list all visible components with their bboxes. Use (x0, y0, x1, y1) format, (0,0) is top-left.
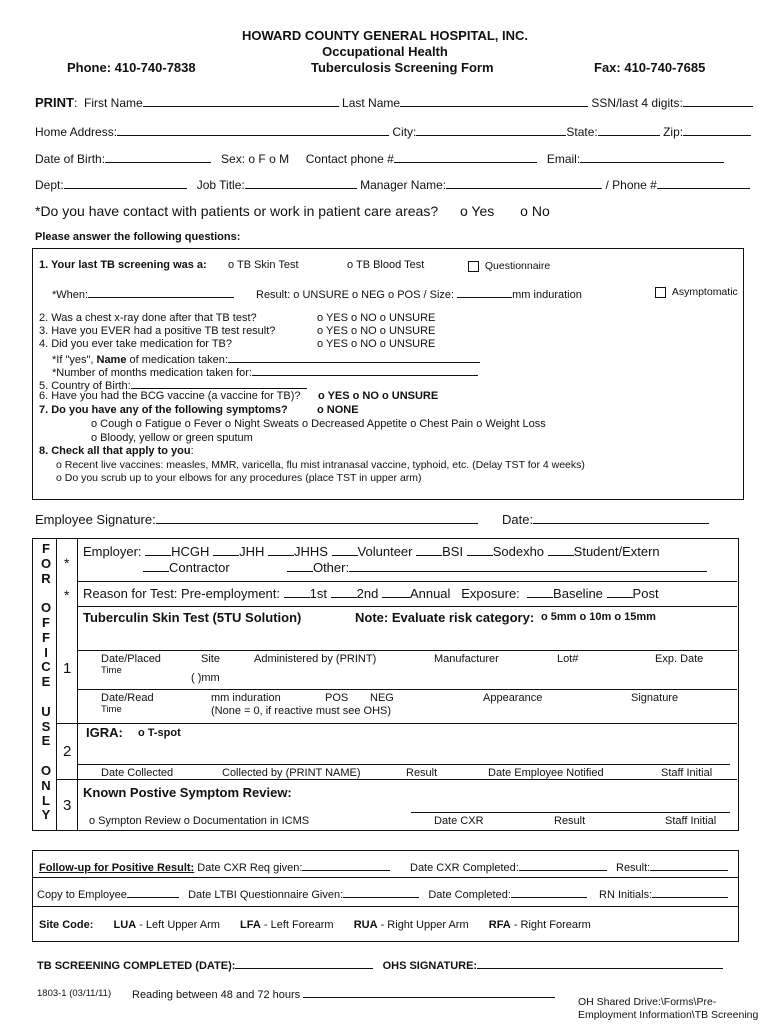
employer-sodexho: Sodexho (492, 544, 545, 559)
q1-when (52, 286, 234, 301)
employer-hcgh: HCGH (171, 544, 210, 559)
q3-options[interactable]: o YES o NO o UNSURE (317, 325, 436, 337)
asymptomatic-checkbox[interactable] (655, 287, 666, 298)
bsi-blank[interactable] (416, 544, 442, 556)
igra-col-date: Date Collected (101, 767, 174, 779)
employer-jhh: JHH (239, 544, 265, 559)
q7-text: 7. Do you have any of the following symptoms? (39, 404, 288, 416)
rn-initials-label: RN Initials: (599, 889, 653, 901)
ohs-signature-label: OHS SIGNATURE: (382, 960, 478, 972)
known-symptom-title: Known Postive Symptom Review: (83, 785, 292, 800)
q4-if-yes: *If "yes", (52, 354, 94, 366)
employee-signature-field[interactable] (156, 512, 478, 524)
file-path-2: Employment Information\TB Screening (578, 1009, 759, 1021)
q1-blood-test[interactable]: o TB Blood Test (347, 259, 425, 271)
office-line-reason (78, 606, 737, 607)
city-field[interactable] (416, 124, 566, 136)
zip-field[interactable] (683, 124, 751, 136)
vertical-letter: F (42, 541, 50, 556)
q6-options[interactable]: o YES o NO o UNSURE (318, 390, 439, 402)
igra-tspot[interactable]: o T-spot (138, 727, 181, 739)
section-number-1: 1 (63, 660, 72, 677)
state-label: State: (566, 125, 598, 139)
dob-row (35, 151, 724, 166)
known-col-initial: Staff Initial (665, 815, 717, 827)
vertical-letter: S (41, 718, 51, 734)
questionnaire-label: Questionnaire (484, 260, 551, 272)
exposure-post: Post (632, 586, 659, 601)
q8-colon: : (190, 445, 194, 457)
site-code-row (39, 919, 591, 931)
followup-label: Follow-up for Positive Result: (39, 862, 195, 874)
medication-name-field[interactable] (228, 351, 480, 363)
q1-result (256, 286, 582, 301)
reason-annual-blank[interactable] (382, 586, 410, 598)
employer-volunteer: Volunteer (357, 544, 413, 559)
phone-number: Phone: 410-740-7838 (67, 60, 196, 75)
address-row (35, 124, 751, 139)
ltbi-given-label: Date LTBI Questionnaire Given: (188, 889, 344, 901)
q7-none[interactable]: o NONE (317, 404, 359, 416)
followup-line-1 (33, 877, 738, 878)
first-name-label: First Name (84, 96, 143, 110)
known-symptom-options[interactable]: o Sympton Review o Documentation in ICMS (89, 815, 310, 827)
ohs-signature-field[interactable] (477, 957, 723, 969)
col-pos[interactable]: POS (325, 692, 349, 704)
reason-star: * (64, 587, 70, 603)
site-rua-text: - Right Upper Arm (377, 919, 469, 931)
patient-contact-no[interactable]: o No (520, 203, 550, 219)
reading-label: Reading between 48 and 72 hours (132, 989, 301, 1001)
email-field[interactable] (580, 151, 724, 163)
first-name-field[interactable] (143, 95, 339, 107)
hospital-name: HOWARD COUNTY GENERAL HOSPITAL, INC. (241, 28, 528, 43)
country-of-birth-field[interactable] (131, 377, 307, 389)
pos-size-field[interactable] (457, 286, 512, 298)
q4-options[interactable]: o YES o NO o UNSURE (317, 338, 436, 350)
employee-signature-label: Employee Signature: (35, 512, 156, 527)
tst-row-2-line (78, 689, 737, 690)
igra-col-initial: Staff Initial (661, 767, 713, 779)
dept-row (35, 177, 750, 192)
igra-col-notified: Date Employee Notified (488, 767, 604, 779)
reason-2nd: 2nd (356, 586, 379, 601)
city-label: City: (392, 125, 417, 139)
signature-date (502, 512, 709, 527)
vertical-letter: R (41, 570, 51, 586)
cxr-req-label: Date CXR Req given: (197, 862, 303, 874)
reason-annual: Annual (409, 586, 451, 601)
patient-contact-yes[interactable]: o Yes (460, 203, 495, 219)
manager-label: Manager Name: (360, 178, 447, 192)
q4-text: 4. Did you ever take medication for TB? (39, 338, 233, 350)
jhh-blank[interactable] (213, 544, 239, 556)
q8-live-vaccines[interactable]: o Recent live vaccines: measles, MMR, varicella, flu mist intranasal vaccine, typhoid, etc. (Delay TST for 4 weeks) (56, 459, 585, 471)
vertical-letter: L (42, 792, 50, 808)
col-exp-date: Exp. Date (655, 653, 704, 665)
q7-symptoms-2[interactable]: o Bloody, yellow or green sputum (91, 432, 253, 444)
site-code-label: Site Code: (39, 919, 94, 931)
sex-options[interactable]: Sex: o F o M (221, 152, 290, 166)
induration-label: mm induration (512, 289, 582, 301)
igra-row-line (78, 764, 730, 765)
office-line-tst (57, 723, 737, 724)
department-title: Occupational Health (322, 44, 448, 59)
known-col-result: Result (554, 815, 586, 827)
employer-student: Student/Extern (573, 544, 660, 559)
followup-row-1 (39, 859, 390, 874)
col-date-read: Date/Read (101, 692, 154, 704)
form-title: Tuberculosis Screening Form (311, 60, 494, 75)
rn-initials-field[interactable] (652, 886, 728, 898)
copy-employee-label: Copy to Employee (37, 889, 127, 901)
q8-scrub[interactable]: o Do you scrub up to your elbows for any procedures (place TST in upper arm) (56, 472, 422, 484)
ltbi-given-field[interactable] (343, 886, 419, 898)
col-appearance: Appearance (483, 692, 543, 704)
vertical-letter: O (40, 600, 52, 616)
jhhs-blank[interactable] (268, 544, 294, 556)
contact-phone-field[interactable] (394, 151, 537, 163)
cxr-completed-field[interactable] (519, 859, 607, 871)
manager-phone-field[interactable] (657, 177, 750, 189)
vertical-letter: U (41, 703, 51, 719)
vertical-letter: O (40, 763, 52, 778)
email-label: Email: (546, 152, 581, 166)
followup-row-2 (37, 886, 587, 901)
zip-label: Zip: (663, 125, 684, 139)
employer-star: * (64, 555, 70, 571)
risk-category-label: Note: Evaluate risk category: (355, 610, 535, 625)
vertical-letter: I (44, 644, 48, 660)
copy-employee-field[interactable] (127, 886, 179, 898)
volunteer-blank[interactable] (332, 544, 358, 556)
student-blank[interactable] (548, 544, 574, 556)
other-field[interactable] (349, 560, 707, 572)
asymptomatic-label: Asymptomatic (671, 286, 738, 298)
q8-label: 8. Check all that apply to you (39, 445, 191, 457)
col-date-placed: Date/Placed (101, 653, 161, 665)
col-site: Site (201, 653, 220, 665)
vertical-letter: E (41, 733, 51, 749)
reading-field[interactable] (303, 986, 555, 998)
exposure-label: Exposure: (461, 586, 520, 601)
igra-label: IGRA: (86, 725, 123, 740)
dept-label: Dept: (35, 178, 64, 192)
site-lua: LUA (113, 919, 137, 931)
q1-skin-test[interactable]: o TB Skin Test (228, 259, 299, 271)
patient-contact-question (35, 203, 550, 219)
reason-1st: 1st (309, 586, 327, 601)
employer-other: Other: (312, 560, 350, 575)
site-rfa-text: - Right Forearm (510, 919, 591, 931)
home-address-label: Home Address: (35, 125, 118, 139)
job-title-label: Job Title: (196, 178, 245, 192)
q2-options[interactable]: o YES o NO o UNSURE (317, 312, 436, 324)
signature-date-field[interactable] (533, 512, 709, 524)
tb-completed-label: TB SCREENING COMPLETED (DATE): (37, 960, 236, 972)
home-address-field[interactable] (117, 124, 389, 136)
q2-text: 2. Was a chest x-ray done after that TB test? (39, 312, 257, 324)
cxr-req-field[interactable] (302, 859, 390, 871)
signature-date-label: Date: (502, 512, 534, 527)
medication-months-field[interactable] (252, 364, 478, 376)
signature-row (35, 512, 478, 527)
section-number-3: 3 (63, 797, 72, 814)
col-mm-induration: mm induration (211, 692, 281, 704)
sodexho-blank[interactable] (467, 544, 493, 556)
manager-field[interactable] (446, 177, 602, 189)
date-completed-field[interactable] (511, 886, 587, 898)
vertical-letter: C (41, 659, 51, 675)
file-path-1: OH Shared Drive:\Forms\Pre- (578, 996, 717, 1008)
site-lfa: LFA (240, 919, 261, 931)
q1-asymptomatic[interactable] (655, 286, 738, 298)
vertical-letter: O (40, 555, 52, 571)
followup-result-field[interactable] (650, 859, 728, 871)
col-signature: Signature (631, 692, 679, 704)
q4-name-rest: of medication taken: (126, 354, 228, 366)
none-note: (None = 0, if reactive must see OHS) (211, 705, 392, 717)
employer-row-2 (143, 560, 707, 575)
employer-label: Employer: (83, 544, 142, 559)
col-lot: Lot# (557, 653, 579, 665)
employer-bsi: BSI (442, 544, 464, 559)
tb-completed-field[interactable] (235, 957, 373, 969)
known-row-line (411, 812, 730, 813)
reason-2nd-blank[interactable] (331, 586, 357, 598)
q1-questionnaire[interactable] (468, 260, 550, 272)
q8-row (39, 445, 194, 457)
completion-row (37, 957, 723, 972)
col-administered-by: Administered by (PRINT) (254, 653, 377, 665)
site-lua-text: - Left Upper Arm (136, 919, 220, 931)
col-manufacturer: Manufacturer (434, 653, 499, 665)
q5-label: 5. Country of Birth: (39, 380, 131, 392)
vertical-letter: N (41, 777, 51, 793)
q1-row (39, 259, 207, 271)
vertical-letter: Y (41, 807, 51, 823)
when-field[interactable] (88, 286, 234, 298)
reason-1st-blank[interactable] (284, 586, 310, 598)
manager-phone-label: / Phone # (605, 178, 657, 192)
cxr-completed-label: Date CXR Completed: (410, 862, 519, 874)
fax-number: Fax: 410-740-7685 (594, 60, 706, 75)
dob-label: Date of Birth: (35, 152, 106, 166)
contact-phone-label: Contact phone # (305, 152, 394, 166)
print-label: PRINT (35, 95, 74, 110)
ssn-label: SSN/last 4 digits: (591, 96, 683, 110)
igra-col-result: Result (406, 767, 438, 779)
form-id: 1803-1 (03/11/11) (37, 988, 112, 999)
site-rua: RUA (353, 919, 378, 931)
employer-jhhs: JHHS (293, 544, 328, 559)
vertical-letter: E (41, 674, 51, 690)
ssn-field[interactable] (683, 95, 753, 107)
vertical-letter: F (42, 629, 50, 645)
followup-cxr-completed (410, 859, 607, 874)
reason-label: Reason for Test: Pre-employment: (83, 586, 281, 601)
result-options[interactable]: Result: o UNSURE o NEG o POS / Size: (256, 289, 455, 301)
q4-months-label: *Number of months medication taken for: (52, 367, 252, 379)
state-field[interactable] (598, 124, 660, 136)
employer-contractor: Contractor (169, 560, 230, 575)
col-neg[interactable]: NEG (370, 692, 394, 704)
last-name-field[interactable] (400, 95, 588, 107)
followup-result (616, 859, 728, 874)
office-col-divider-2 (77, 539, 78, 830)
site-lfa-text: - Left Forearm (260, 919, 334, 931)
other-blank[interactable] (287, 560, 313, 572)
q6-text: 6. Have you had the BCG vaccine (a vaccine for TB)? (39, 390, 301, 402)
questionnaire-checkbox[interactable] (468, 261, 479, 272)
followup-rn (599, 886, 728, 901)
date-completed-label: Date Completed: (428, 889, 511, 901)
col-time-1: Time (101, 665, 122, 676)
questions-header: Please answer the following questions: (35, 231, 241, 243)
col-time-2: Time (101, 704, 122, 715)
site-rfa: RFA (488, 919, 511, 931)
last-name-label: Last Name (342, 96, 401, 110)
when-label: *When: (52, 289, 89, 301)
site-mm[interactable]: ( )mm (191, 672, 220, 684)
office-line-employer (78, 581, 737, 582)
dept-field[interactable] (64, 177, 187, 189)
dob-field[interactable] (105, 151, 211, 163)
risk-category-options[interactable]: o 5mm o 10m o 15mm (541, 611, 656, 623)
contractor-blank[interactable] (143, 560, 169, 572)
q3-text: 3. Have you EVER had a positive TB test result? (39, 325, 276, 337)
post-blank[interactable] (607, 586, 633, 598)
office-line-igra (57, 779, 737, 780)
vertical-letter: F (42, 615, 50, 630)
followup-result-label: Result: (616, 862, 651, 874)
tst-row-1-line (78, 650, 737, 651)
reading-note (132, 986, 555, 1001)
section-number-2: 2 (63, 743, 72, 760)
tst-title: Tuberculin Skin Test (5TU Solution) (83, 610, 302, 625)
known-col-date-cxr: Date CXR (434, 815, 484, 827)
reason-row (83, 586, 659, 601)
job-title-field[interactable] (245, 177, 357, 189)
q4-name-bold: Name (96, 354, 127, 366)
name-row: PRINT: First Name Last Name SSN/last 4 digits: (35, 95, 753, 110)
igra-col-collected-by: Collected by (PRINT NAME) (222, 767, 361, 779)
followup-line-2 (33, 906, 738, 907)
patient-contact-text: *Do you have contact with patients or work in patient care areas? (35, 203, 439, 219)
baseline-blank[interactable] (527, 586, 553, 598)
q7-symptoms-1[interactable]: o Cough o Fatigue o Fever o Night Sweats o Decreased Appetite o Chest Pain o Weight Loss (91, 418, 546, 430)
hcgh-blank[interactable] (145, 544, 171, 556)
office-col-divider-1 (56, 539, 57, 830)
q1-label: 1. Your last TB screening was a: (39, 259, 207, 271)
exposure-baseline: Baseline (553, 586, 603, 601)
employer-row-1 (83, 544, 660, 559)
